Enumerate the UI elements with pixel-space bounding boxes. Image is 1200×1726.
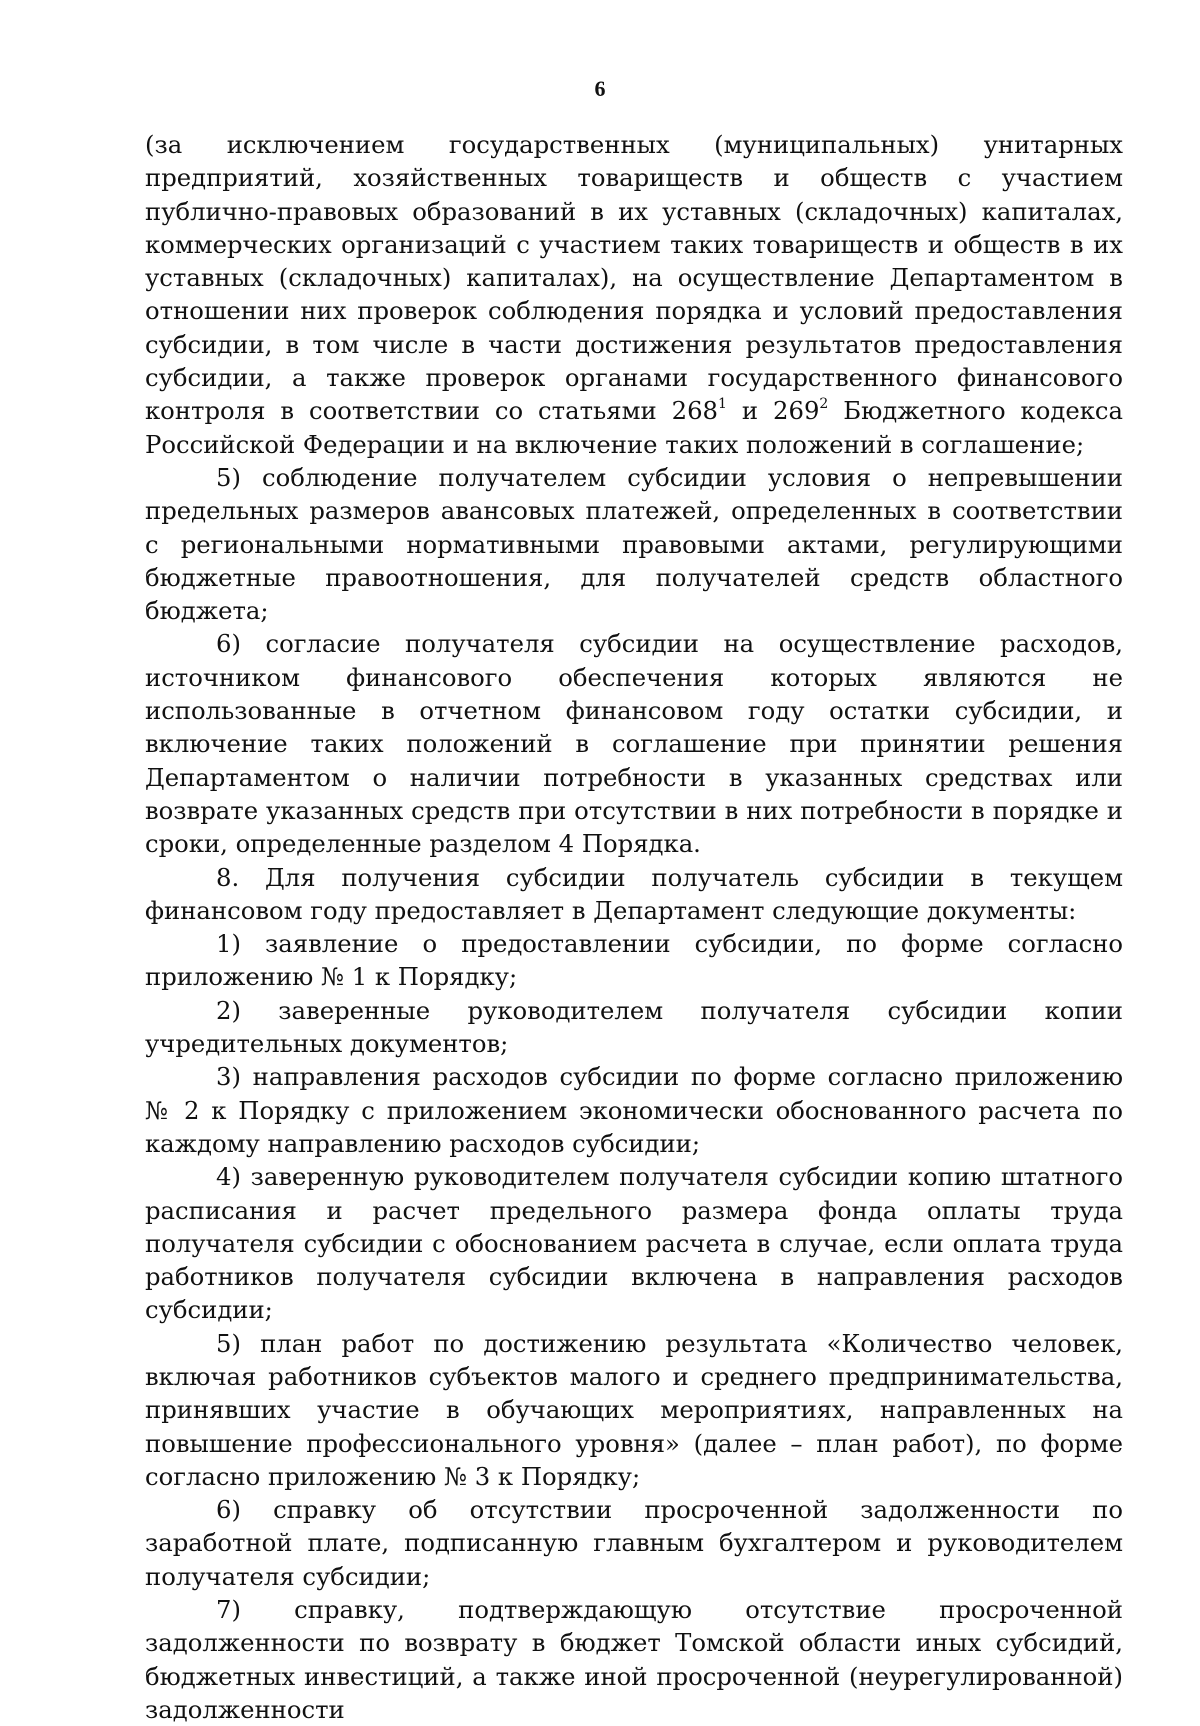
paragraph-text: (за исключением государственных (муниципальных) унитарных предприятий, хозяйственных товариществ и обществ с участием публично-правовых образований в их уставных (складочных) капиталах, коммерческих организаций с участием таких товариществ и обществ в их уставных (складочных) капиталах), на осуществление Департаментом в отношении них проверок соблюдения порядка и условий предоставления субсидии, в том числе в части достижения результатов предоставления субсидии, а также проверок органами государственного финансового контроля в соответствии со статьями 268 [145, 130, 1123, 426]
paragraph-section-8: 8. Для получения субсидии получатель субсидии в текущем финансовом году предоставляет в Департамент следующие документы: [145, 862, 1123, 925]
list-item-2-founding-documents: 2) заверенные руководителем получателя субсидии копии учредительных документов; [145, 995, 1123, 1059]
paragraph-item-6-consent: 6) согласие получателя субсидии на осуществление расходов, источником финансового обеспечения которых являются не использованные в отчетном финансовом году остатки субсидии, и включение таких положений в соглашение при принятии решения Департаментом о наличии потребности в указанных средствах или возврате указанных средств при отсутствии в них потребности в порядке и сроки, определенные разделом 4 Порядка. [145, 629, 1123, 859]
superscript-1: 1 [718, 396, 727, 413]
list-item-5-work-plan: 5) план работ по достижению результата «Количество человек, включая работников субъектов малого и среднего предпринимательства, принявших участие в обучающих мероприятиях, направленных на повышение профессионального уровня» (далее – план работ), по форме согласно приложению № 3 к Порядку; [145, 1328, 1123, 1491]
superscript-2: 2 [819, 396, 829, 413]
paragraph-continuation [145, 128, 1123, 461]
paragraph-item-5-advance-payments: 5) соблюдение получателем субсидии условия о непревышении предельных размеров авансовых платежей, определенных в соответствии с региональными нормативными правовыми актами, регулирующими бюджетные правоотношения, для получателей средств областного бюджета; [145, 462, 1123, 626]
document-body [145, 128, 1123, 1726]
page-number: 6 [594, 76, 606, 101]
list-item-3-expense-directions: 3) направления расходов субсидии по форме согласно приложению № 2 к Порядку с приложением экономически обоснованного расчета по каждому направлению расходов субсидии; [145, 1062, 1123, 1158]
list-item-1-application: 1) заявление о предоставлении субсидии, по форме согласно приложению № 1 к Порядку; [145, 929, 1123, 992]
paragraph-text: и 269 [726, 396, 820, 426]
paragraph-text: Бюджетного кодекса Российской Федерации и на включение таких положений в соглашение; [145, 396, 1123, 459]
list-item-7-debt-certificate: 7) справку, подтверждающую отсутствие просроченной задолженности по возврату в бюджет Томской области иных субсидий, бюджетных инвестиций, а также иной просроченной (неурегулированной) задолженности [145, 1595, 1123, 1724]
list-item-4-staff-schedule: 4) заверенную руководителем получателя субсидии копию штатного расписания и расчет предельного размера фонда оплаты труда получателя субсидии с обоснованием расчета в случае, если оплата труда работников получателя субсидии включена в направления расходов субсидии; [145, 1162, 1123, 1325]
list-item-6-salary-certificate: 6) справку об отсутствии просроченной задолженности по заработной плате, подписанную главным бухгалтером и руководителем получателя субсидии; [145, 1495, 1123, 1591]
